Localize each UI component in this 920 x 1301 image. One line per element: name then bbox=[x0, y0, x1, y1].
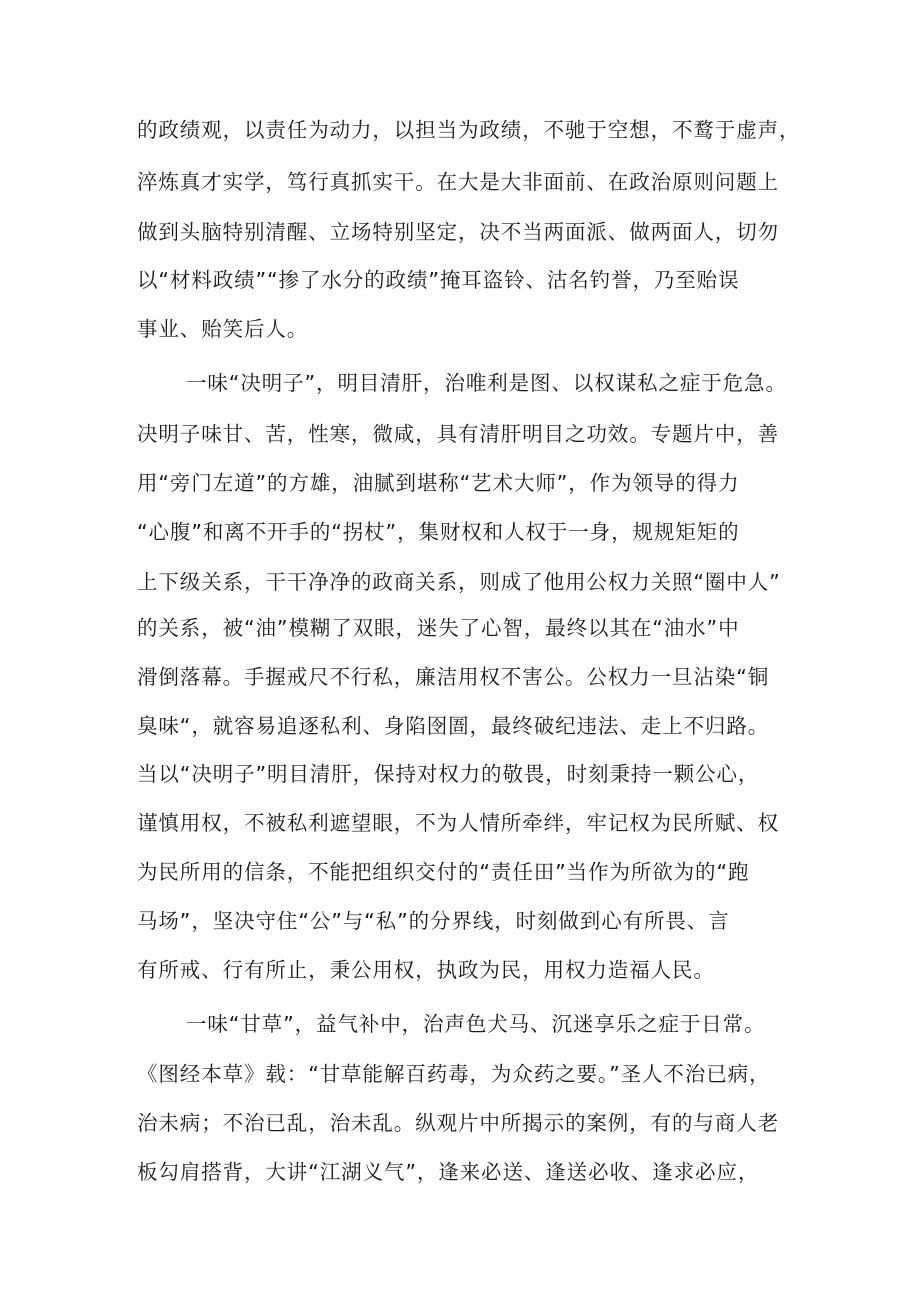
text-line: 淬炼真才实学，笃行真抓实干。在大是大非面前、在政治原则问题上 bbox=[137, 170, 779, 194]
text-line: 治未病；不治已乱，治未乱。纵观片中所揭示的案例，有的与商人老 bbox=[137, 1111, 779, 1135]
text-line: 为民所用的信条，不能把组织交付的“责任田”当作为所欲为的“跑 bbox=[137, 860, 750, 884]
text-line: 决明子味甘、苦，性寒，微咸，具有清肝明目之功效。专题片中，善 bbox=[137, 422, 779, 446]
text-line: 板勾肩搭背，大讲“江湖义气”，逢来必送、逢送必收、逢求必应， bbox=[137, 1160, 760, 1184]
text-line: 有所戒、行有所止，秉公用权，执政为民，用权力造福人民。 bbox=[137, 958, 715, 982]
paragraph-first-line: 一味“甘草”，益气补中，治声色犬马、沉迷享乐之症于日常。 bbox=[186, 1012, 766, 1036]
text-line: 以“材料政绩”“掺了水分的政绩”掩耳盗铃、沽名钓誉，乃至贻误 bbox=[137, 268, 740, 292]
text-line: 臭味“，就容易追逐私利、身陷囹圄，最终破纪违法、走上不归路。 bbox=[137, 714, 770, 738]
text-line: 上下级关系，干干净净的政商关系，则成了他用公权力关照“圈中人” bbox=[137, 570, 781, 594]
text-line: 《图经本草》载：“甘草能解百药毒，为众药之要。”圣人不治已病， bbox=[137, 1062, 771, 1086]
text-line: 用“旁门左道”的方雄，油腻到堪称“艺术大师”，作为领导的得力 bbox=[137, 471, 740, 495]
paragraph-first-line: 一味“决明子”，明目清肝，治唯利是图、以权谋私之症于危急。 bbox=[186, 371, 787, 395]
text-line: 的政绩观，以责任为动力，以担当为政绩，不驰于空想，不鹜于虚声， bbox=[137, 118, 801, 142]
text-line: “心腹”和离不开手的“拐杖”，集财权和人权于一身，规规矩矩的 bbox=[137, 520, 740, 544]
text-line: 事业、贻笑后人。 bbox=[137, 317, 309, 341]
text-line: 马场”，坚决守住“公”与“私”的分界线，时刻做到心有所畏、言 bbox=[137, 909, 730, 933]
text-line: 的关系，被“油”模糊了双眼，迷失了心智，最终以其在“油水”中 bbox=[137, 616, 740, 640]
text-line: 当以“决明子”明目清肝，保持对权力的敬畏，时刻秉持一颗公心， bbox=[137, 762, 760, 786]
text-line: 滑倒落幕。手握戒尺不行私，廉洁用权不害公。公权力一旦沾染“铜 bbox=[137, 665, 770, 689]
text-line: 做到头脑特别清醒、立场特别坚定，决不当两面派、做两面人，切勿 bbox=[137, 220, 779, 244]
text-line: 谨慎用权，不被私利遮望眼，不为人情所牵绊，牢记权为民所赋、权 bbox=[137, 811, 779, 835]
